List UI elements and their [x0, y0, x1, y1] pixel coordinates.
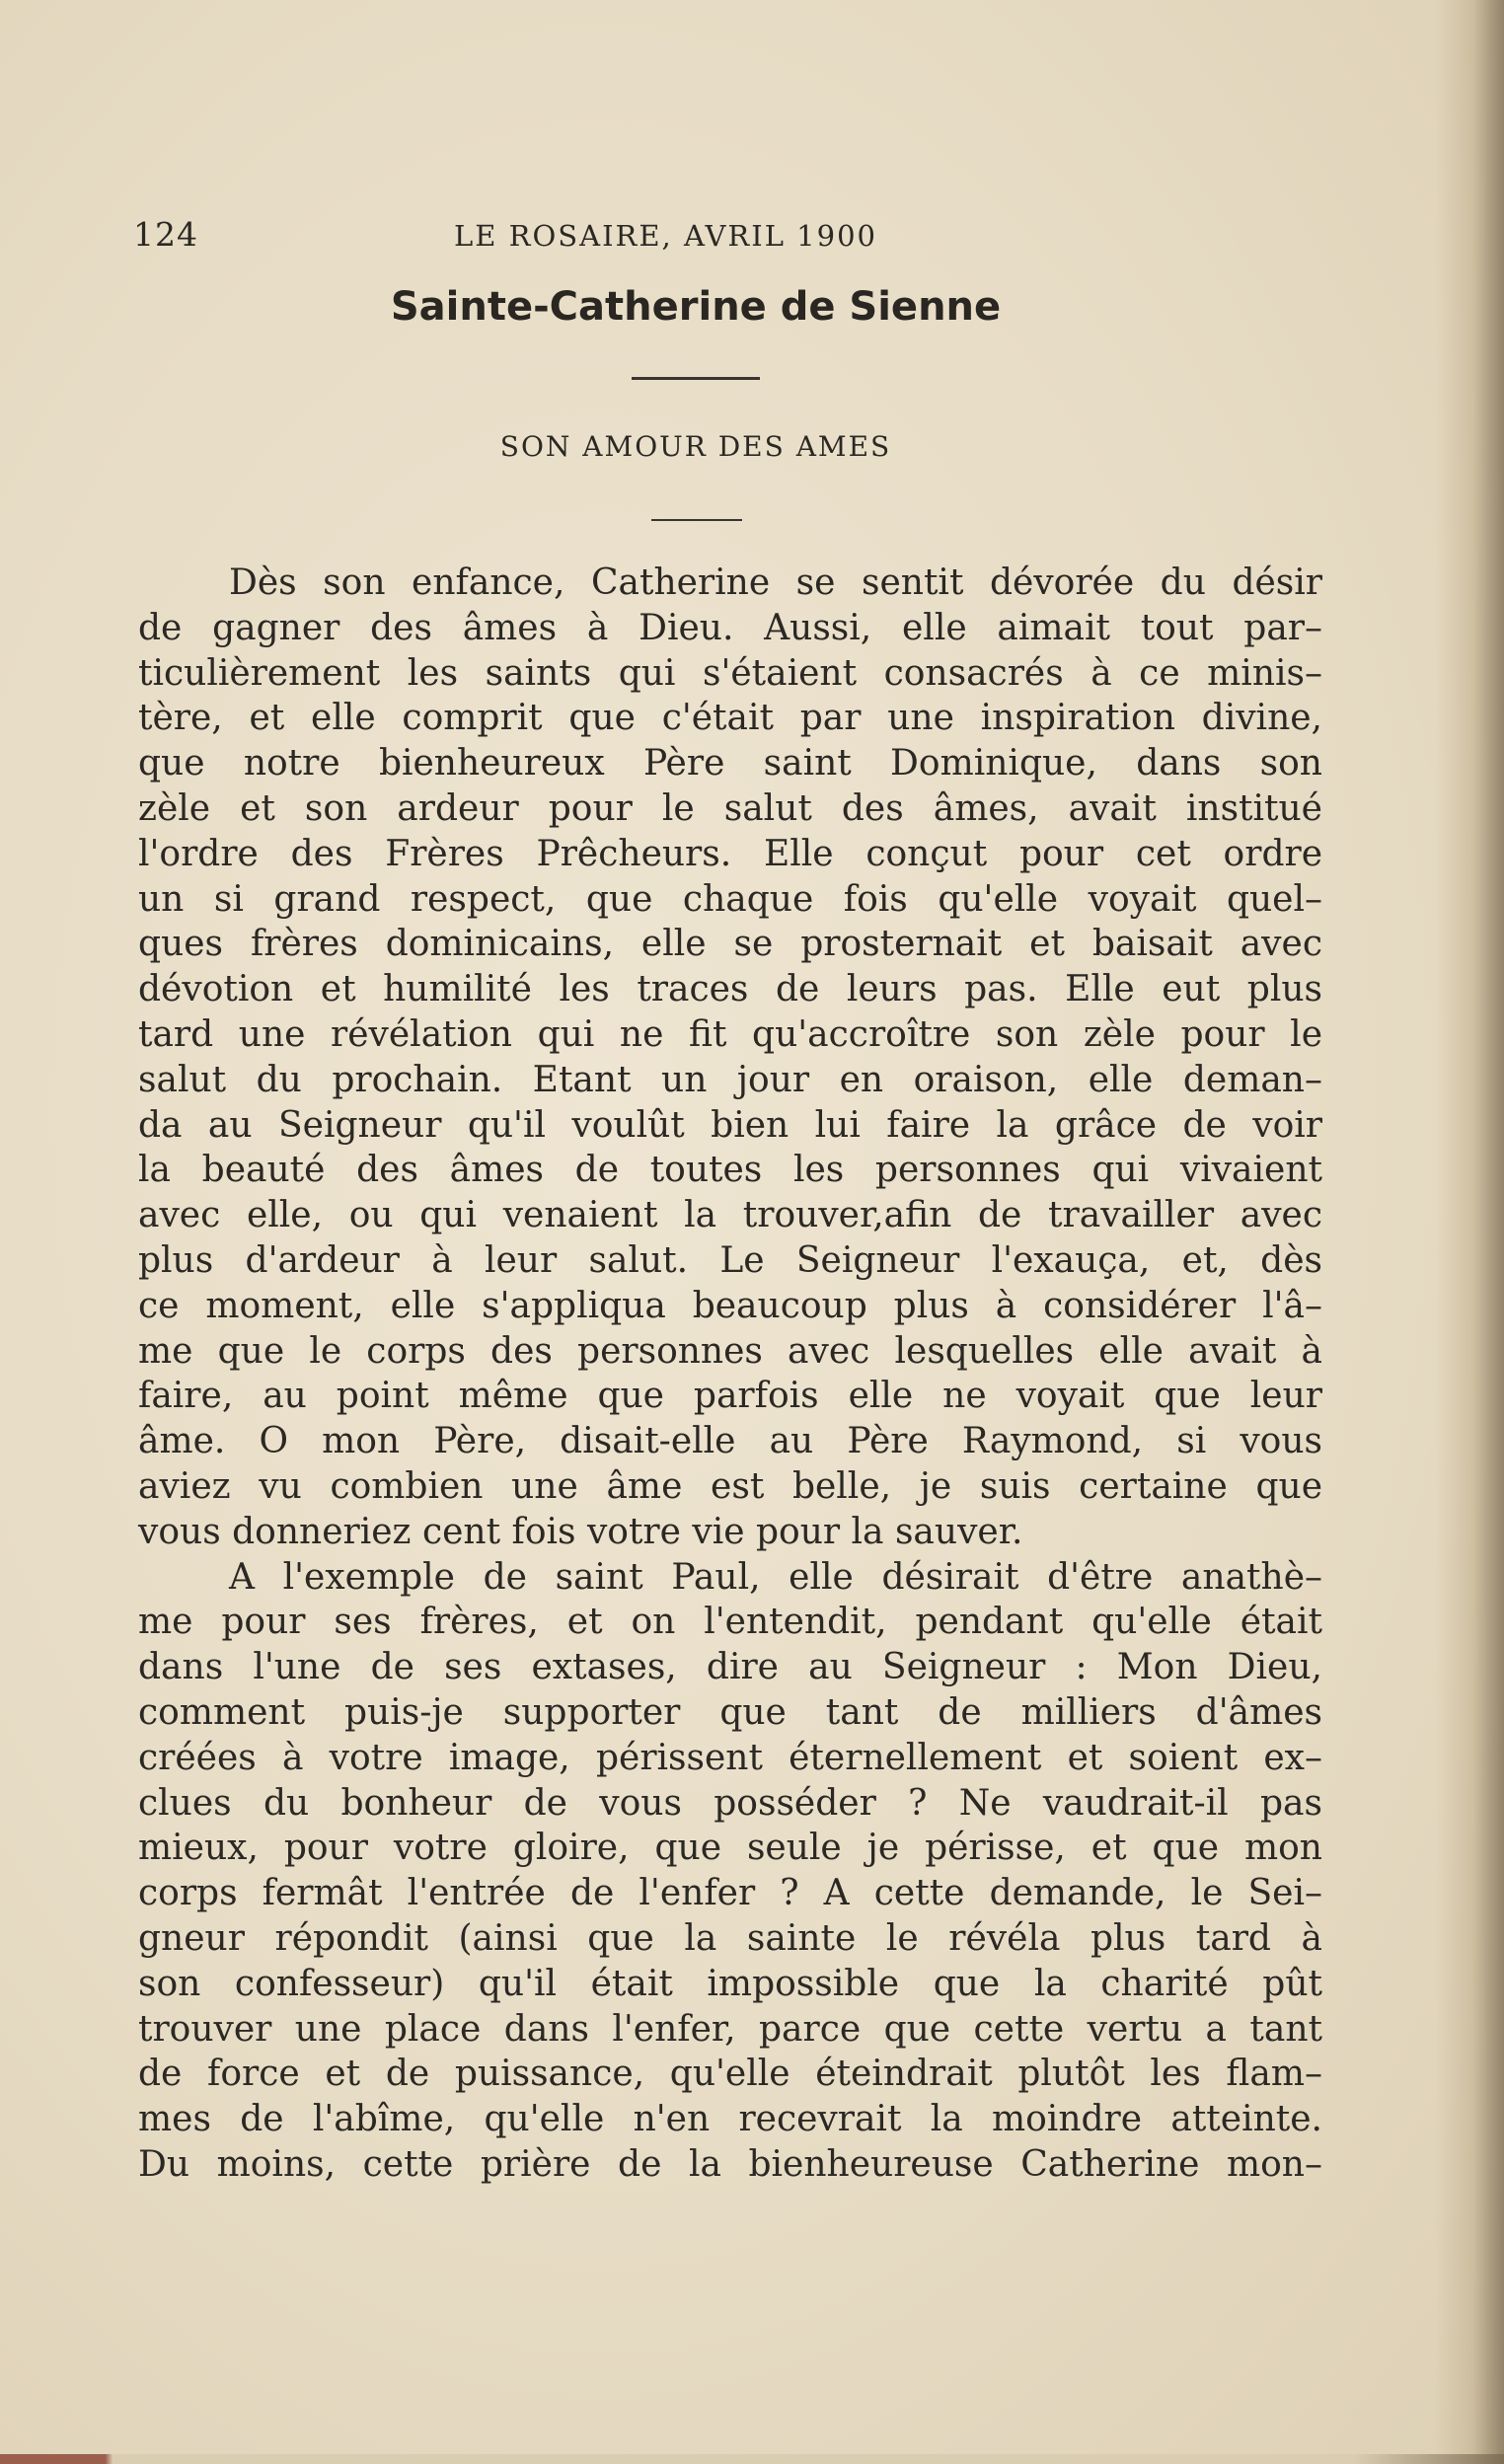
- text-line: de gagner des âmes à Dieu. Aussi, elle aimait tout par–: [138, 607, 1322, 648]
- text-line: faire, au point même que parfois elle ne voyait que leur: [138, 1376, 1322, 1417]
- page-number: 124: [133, 215, 198, 254]
- text-line: zèle et son ardeur pour le salut des âmes, avait institué: [138, 787, 1322, 829]
- text-line: l'ordre des Frères Prêcheurs. Elle conçut pour cet ordre: [138, 833, 1322, 874]
- article-title: Sainte-Catherine de Sienne: [390, 284, 1002, 330]
- text-line: mes de l'abîme, qu'elle n'en recevrait la moindre atteinte.: [138, 2099, 1322, 2140]
- text-line: un si grand respect, que chaque fois qu'elle voyait quel–: [138, 878, 1322, 920]
- section-subtitle: SON AMOUR DES AMES: [499, 430, 892, 463]
- text-line: dévotion et humilité les traces de leurs pas. Elle eut plus: [138, 969, 1322, 1010]
- text-line: plus d'ardeur à leur salut. Le Seigneur l'exauça, et, dès: [138, 1239, 1322, 1281]
- title-rule: [632, 377, 760, 380]
- subtitle-rule: [651, 519, 742, 521]
- text-line: me que le corps des personnes avec lesquelles elle avait à: [138, 1330, 1322, 1372]
- text-line: dans l'une de ses extases, dire au Seigneur : Mon Dieu,: [138, 1647, 1322, 1688]
- text-line: vous donneriez cent fois votre vie pour la sauver.: [138, 1511, 1023, 1552]
- text-line: aviez vu combien une âme est belle, je suis certaine que: [138, 1465, 1322, 1507]
- text-line: Du moins, cette prière de la bienheureuse Catherine mon–: [138, 2143, 1322, 2185]
- text-line: tère, et elle comprit que c'était par une inspiration divine,: [138, 698, 1322, 739]
- binding-edge: [0, 2454, 1504, 2464]
- text-line: son confesseur) qu'il était impossible que la charité pût: [138, 1963, 1322, 2004]
- page-edge-shadow: [1435, 0, 1504, 2464]
- text-line: salut du prochain. Etant un jour en oraison, elle deman–: [138, 1059, 1322, 1100]
- paragraph-1: [138, 560, 1322, 1555]
- text-line: A l'exemple de saint Paul, elle désirait d'être anathè–: [229, 1556, 1322, 1598]
- text-line: me pour ses frères, et on l'entendit, pendant qu'elle était: [138, 1602, 1322, 1643]
- text-line: Dès son enfance, Catherine se sentit dévorée du désir: [229, 562, 1322, 603]
- text-line: corps fermât l'entrée de l'enfer ? A cette demande, le Sei–: [138, 1873, 1322, 1914]
- text-line: avec elle, ou qui venaient la trouver,afin de travailler avec: [138, 1195, 1322, 1236]
- page-header: [133, 215, 1317, 264]
- paragraph-2: [138, 1555, 1322, 2188]
- text-line: la beauté des âmes de toutes les personnes qui vivaient: [138, 1150, 1322, 1191]
- text-line: ques frères dominicains, elle se prosternait et baisait avec: [138, 924, 1322, 965]
- text-line: clues du bonheur de vous posséder ? Ne vaudrait-il pas: [138, 1782, 1322, 1824]
- text-line: que notre bienheureux Père saint Dominique, dans son: [138, 743, 1322, 784]
- text-line: trouver une place dans l'enfer, parce que cette vertu a tant: [138, 2008, 1322, 2050]
- text-line: mieux, pour votre gloire, que seule je périsse, et que mon: [138, 1828, 1322, 1869]
- text-line: tard une révélation qui ne fit qu'accroître son zèle pour le: [138, 1013, 1322, 1055]
- text-line: de force et de puissance, qu'elle éteindrait plutôt les flam–: [138, 2053, 1322, 2095]
- text-line: da au Seigneur qu'il voulût bien lui faire la grâce de voir: [138, 1104, 1322, 1146]
- body-text: [138, 560, 1322, 2188]
- text-line: ticulièrement les saints qui s'étaient consacrés à ce minis–: [138, 652, 1322, 694]
- text-line: ce moment, elle s'appliqua beaucoup plus à considérer l'â–: [138, 1285, 1322, 1326]
- text-line: comment puis-je supporter que tant de milliers d'âmes: [138, 1691, 1322, 1733]
- text-line: âme. O mon Père, disait-elle au Père Raymond, si vous: [138, 1421, 1322, 1462]
- running-head: LE ROSAIRE, AVRIL 1900: [454, 219, 877, 253]
- text-line: créées à votre image, périssent éternellement et soient ex–: [138, 1737, 1322, 1778]
- text-line: gneur répondit (ainsi que la sainte le révéla plus tard à: [138, 1917, 1322, 1959]
